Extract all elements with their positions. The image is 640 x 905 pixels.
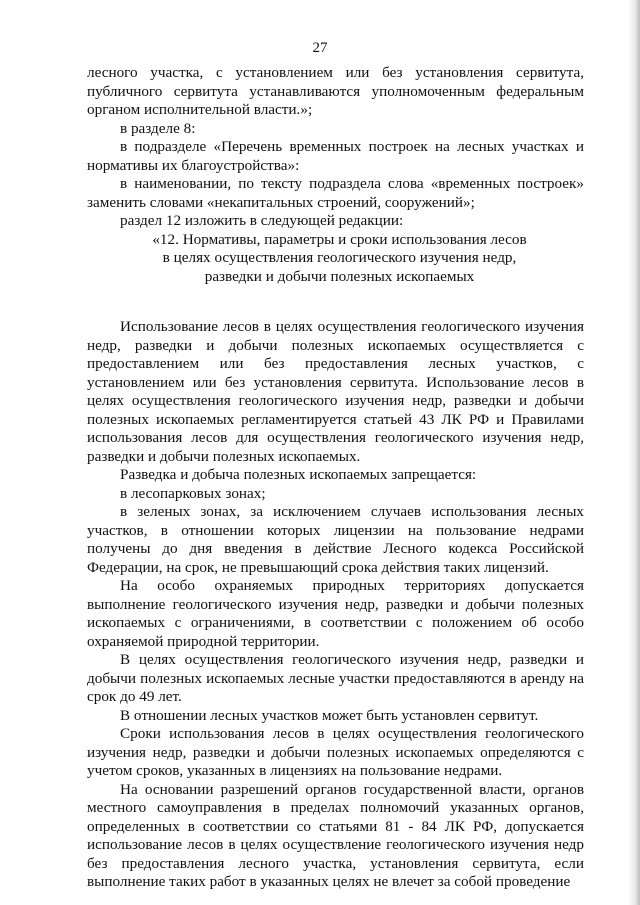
heading-line-2: в целях осуществления геологического изучения недр, — [162, 249, 517, 266]
heading-line-3: разведки и добычи полезных ископаемых — [204, 267, 475, 285]
document-body — [87, 64, 584, 892]
paragraph-protected-areas: На особо охраняемых природных территориях допускается выполнение геологического изучения недр, разведки и добычи полезных ископаемых с ограничениями, в соответствии с положением об особо охраняемой природной территории. — [87, 577, 584, 650]
paragraph-subsection-list: в подразделе «Перечень временных построек на лесных участках и нормативы их благоустройства»: — [87, 138, 584, 174]
heading-line-1: «12. Нормативы, параметры и сроки использования лесов — [152, 230, 527, 248]
paragraph-forest-use: Использование лесов в целях осуществления геологического изучения недр, разведки и добычи полезных ископаемых осуществляется с предоставлением или без предоставления лесных участков, с установлением или без установления сервитута. Использование лесов в целях осуществления геологического изучения недр, разведки и добычи полезных ископаемых регламентируется статьей 43 ЛК РФ и Правилами использования лесов для осуществления геологического изучения недр, разведки и добычи полезных ископаемых. — [87, 318, 584, 465]
paragraph-prohibited: Разведка и добыча полезных ископаемых запрещается: — [120, 466, 477, 483]
paragraph-forest-park-zones: в лесопарковых зонах; — [120, 484, 266, 502]
page-number: 27 — [312, 40, 328, 56]
paragraph-permissions: На основании разрешений органов государственной власти, органов местного самоуправления в пределах полномочий указанных органов, определенных в соответствии со статьями 81 - 84 ЛК РФ, допускается использование лесов в целях осуществление геологического изучения недр без предоставления лесного участка, установления сервитута, если выполнение таких работ в указанных целях не влечет за собой проведение — [87, 780, 584, 890]
paragraph-continuation: лесного участка, с установлением или без установления сервитута, публичного сервитута устанавливаются уполномоченным федеральным органом исполнительной власти.»; — [87, 64, 584, 118]
scan-edge-shadow — [628, 0, 640, 905]
paragraph-lease-term: В целях осуществления геологического изучения недр, разведки и добычи полезных ископаемых лесные участки предоставляются в аренду на срок до 49 лет. — [87, 651, 584, 705]
paragraph-replace-words: в наименовании, по тексту подраздела слова «временных построек» заменить словами «некапитальных строений, сооружений»; — [87, 175, 584, 211]
paragraph-section-12-intro: раздел 12 изложить в следующей редакции: — [120, 212, 404, 229]
paragraph-green-zones: в зеленых зонах, за исключением случаев использования лесных участков, в отношении которых лицензии на пользование недрами получены до дня введения в действие Лесного кодекса Российской Федерации, на срок, не превышающий срока действия таких лицензий. — [87, 503, 584, 576]
paragraph-section-8: в разделе 8: — [120, 119, 196, 137]
paragraph-terms: Сроки использования лесов в целях осуществления геологического изучения недр, разведки и добычи полезных ископаемых определяются с учетом сроков, указанных в лицензиях на пользование недрами. — [87, 725, 584, 779]
section-12-heading — [87, 231, 584, 287]
paragraph-servitude: В отношении лесных участков может быть установлен сервитут. — [120, 706, 539, 724]
